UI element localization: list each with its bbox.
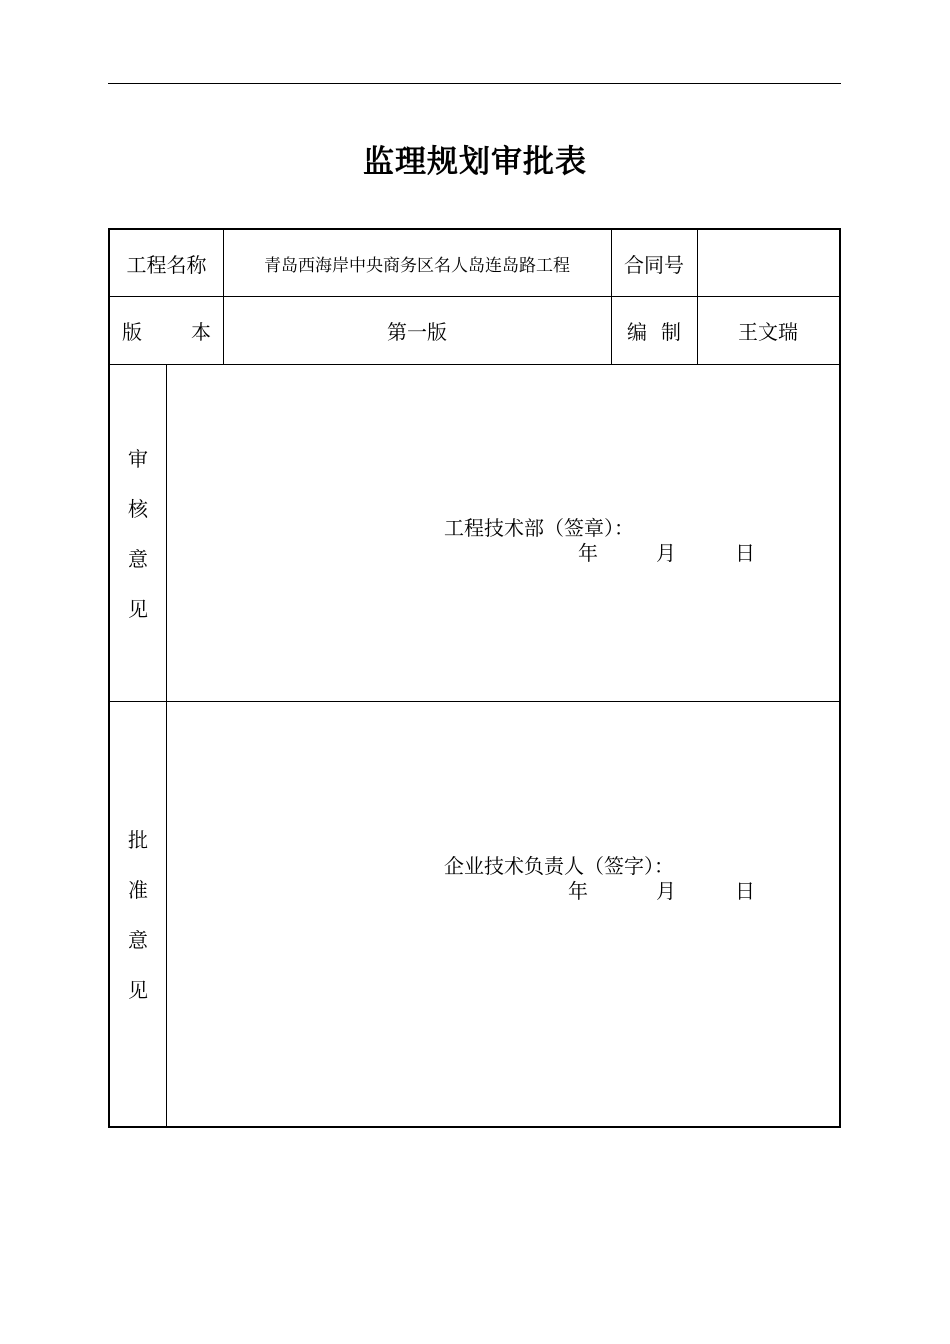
approval-label-char: 批: [128, 828, 148, 852]
editor-value: 王文瑞: [738, 319, 798, 344]
approval-date-month: 月: [656, 879, 676, 903]
header-rule: [108, 83, 841, 84]
review-date-month: 月: [656, 541, 676, 565]
approval-label-char: 意: [128, 928, 148, 952]
editor-label-char-1: 编: [627, 319, 647, 344]
approval-date-year: 年: [568, 879, 588, 903]
approval-opinion-label: [110, 815, 166, 1015]
approval-form-table: [108, 228, 841, 1128]
approval-label-char: 准: [128, 878, 148, 902]
review-date-day: 日: [735, 541, 755, 565]
review-signer-label: 工程技术部（签章）：: [444, 516, 634, 540]
project-name-label: 工程名称: [126, 252, 207, 277]
approval-label-char: 见: [128, 978, 148, 1002]
review-label-char: 审: [128, 447, 148, 471]
editor-label-char-2: 制: [661, 319, 681, 344]
project-name-value: 青岛西海岸中央商务区名人岛连岛路工程: [264, 255, 570, 276]
review-label-char: 意: [128, 547, 148, 571]
version-label-char-2: 本: [191, 319, 211, 344]
approval-opinion-area[interactable]: [167, 702, 839, 1126]
version-label-char-1: 版: [122, 319, 142, 344]
review-opinion-label: [110, 434, 166, 634]
editor-label: [611, 296, 697, 364]
approval-signer-label: 企业技术负责人（签字）：: [444, 854, 674, 878]
review-date-year: 年: [578, 541, 598, 565]
document-title: 监理规划审批表: [363, 144, 587, 180]
version-value: 第一版: [387, 319, 447, 344]
approval-date-day: 日: [735, 879, 755, 903]
contract-number-label: 合同号: [624, 252, 684, 277]
version-label: [110, 296, 223, 364]
review-label-char: 核: [128, 497, 148, 521]
review-label-char: 见: [128, 597, 148, 621]
contract-number-value[interactable]: [697, 230, 839, 296]
